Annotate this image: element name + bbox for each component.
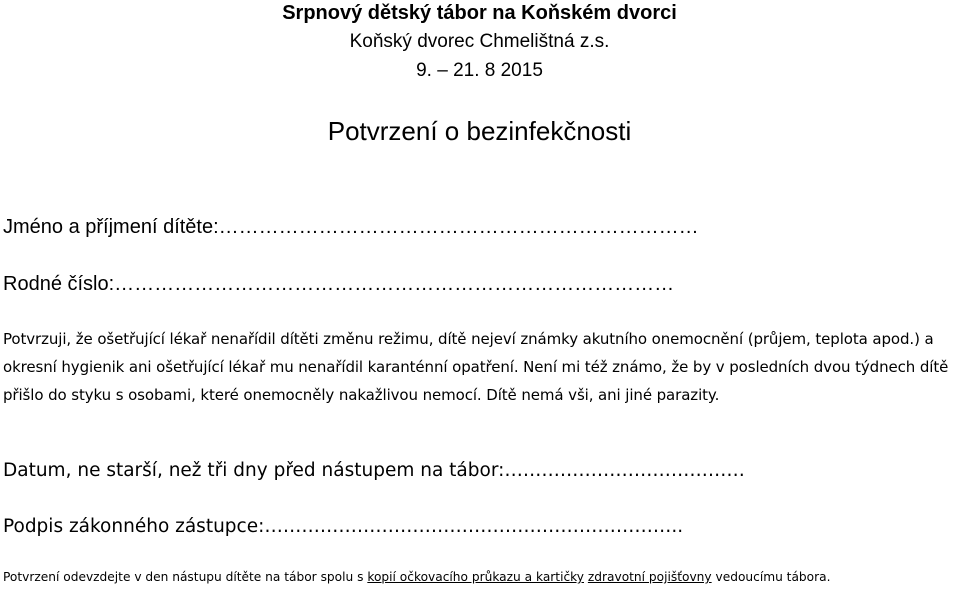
date-field: Datum, ne starší, než tři dny před nástupem na tábor:………………………………… xyxy=(3,460,745,481)
vaccination-card-copy-text: kopií očkovacího průkazu a kartičky xyxy=(367,570,584,584)
camp-dates: 9. – 21. 8 2015 xyxy=(416,60,543,81)
footer-text-start: Potvrzení odevzdejte v den nástupu dítěte na tábor spolu s xyxy=(3,570,368,584)
document-title: Potvrzení o bezinfekčnosti xyxy=(327,116,632,146)
camp-venue: Koňský dvorec Chmelištná z.s. xyxy=(349,31,610,52)
health-insurance-text: zdravotní pojišťovny xyxy=(587,570,712,584)
child-name-field: Jméno a příjmení dítěte:……………………………………………………………… xyxy=(3,216,699,238)
footer-note xyxy=(3,568,830,586)
footer-text-end: vedoucímu tábora. xyxy=(711,570,831,584)
camp-name: Srpnový dětský tábor na Koňském dvorci xyxy=(282,2,677,24)
declaration-paragraph: Potvrzuji, že ošetřující lékař nenařídil dítěti změnu režimu, dítě nejeví známky akutního onemocnění (průjem, teplota apod.) a okresní hygienik ani ošetřující lékař mu nenařídil karanténní opatření. Není mi též známo, že by v posledních dvou týdnech dítě přišlo do styku s osobami, které onemocněly nakažlivou nemocí. Dítě nemá vši, ani jiné parazity. xyxy=(3,330,949,404)
birth-number-field: Rodné číslo:………………………………………………………………………… xyxy=(3,273,675,295)
guardian-signature-field: Podpis zákonného zástupce:………………………………………………………….. xyxy=(3,516,684,537)
